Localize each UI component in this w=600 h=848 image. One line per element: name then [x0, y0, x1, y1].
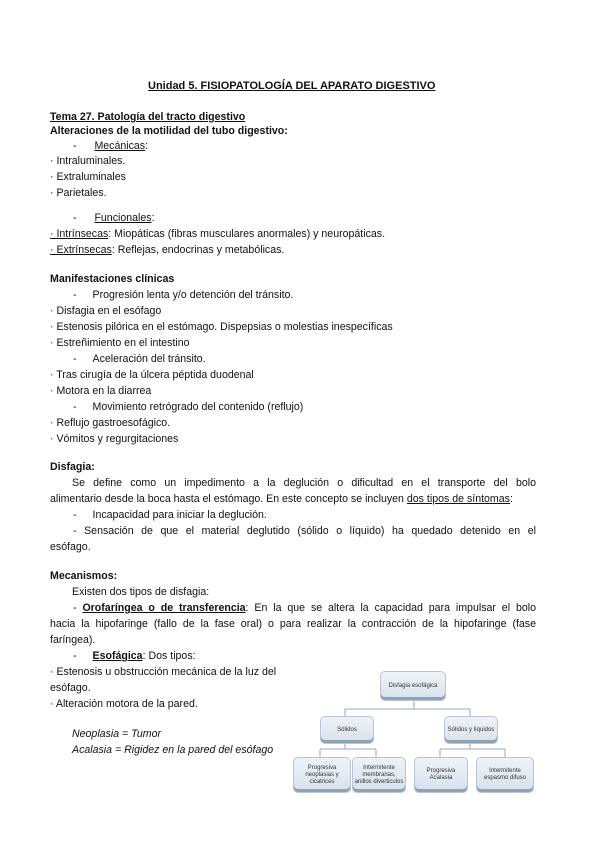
diagram-right-label: Sólidos y líquidos [447, 726, 495, 733]
mecanismos-intro: Existen dos tipos de disfagia: [72, 586, 210, 598]
disfagia-item-1 [73, 509, 267, 522]
extrinsecas-label: · Extrínsecas [50, 244, 112, 256]
disfagia-p1b-text: alimentario desde la boca hasta el estómago. En este concepto se incluyen [50, 493, 407, 505]
manif-text: Movimiento retrógrado del contenido (reflujo) [92, 401, 304, 413]
eso-text: : Dos tipos: [142, 650, 196, 662]
manif-dash: - [73, 401, 77, 413]
diagram-l2-label: Intermitente membranas, anillos diverticulos [354, 764, 404, 785]
manif-line [73, 401, 303, 414]
disfagia-p1b-underlined: dos tipos de síntomas [406, 493, 510, 505]
mecanicas-colon: : [145, 140, 149, 152]
neoplasia-note: Neoplasia = Tumor [72, 728, 162, 740]
disfagia-heading: Disfagia: [50, 461, 95, 473]
mecanicas-dash: - [73, 140, 77, 152]
intrinsecas-text: : Miopáticas (fibras musculares anormales) y neuropáticas. [108, 228, 386, 240]
mec-item-2: · Extraluminales [50, 171, 126, 183]
diagram-r2-node [476, 757, 534, 793]
disfagia-p1b-end: : [509, 493, 513, 505]
disfagia-item-2a [73, 525, 536, 538]
orofaringea-line [73, 602, 536, 615]
diagram-left-node [320, 716, 374, 744]
esofagica-line [73, 650, 196, 663]
diagram-r2-label: Intermitente espasmo difuso [483, 768, 527, 781]
diagram-right-node [444, 716, 498, 744]
disfagia-p1a [72, 477, 536, 490]
mecanicas-label: Mecánicas [94, 140, 146, 152]
disfagia-p1b [50, 493, 513, 506]
funcionales-colon: : [151, 212, 155, 224]
disfagia-p1a-text: Se define como un impedimento a la deglución o dificultad en el transporte del bolo [72, 477, 536, 489]
acalasia-note: Acalasia = Rigidez en la pared del esófago [72, 744, 274, 756]
intrinsecas-label: · Intrínsecas [50, 228, 109, 240]
mec-item-3: · Parietales. [50, 187, 107, 199]
manif-line: · Tras cirugía de la úlcera péptida duodenal [50, 369, 254, 381]
disfagia-item-2b: esófago. [50, 541, 91, 553]
manif-dash: - [73, 353, 77, 365]
manif-line [73, 289, 293, 302]
funcionales-label: Funcionales [94, 212, 152, 224]
diagram-r1-label: Progresiva Acalasia [426, 768, 456, 781]
extrinsecas-text: : Reflejas, endocrinas y metabólicas. [111, 244, 285, 256]
oro-text-a: : En la que se altera la capacidad para impulsar el bolo [245, 602, 536, 614]
page-title: Unidad 5. FISIOPATOLOGÍA DEL APARATO DIGESTIVO [148, 80, 436, 92]
diagram-l2-node [352, 757, 406, 793]
funcionales-dash: - [73, 212, 77, 224]
disfagia-item-2-dash: - [73, 525, 77, 537]
mecanismos-heading: Mecanismos: [50, 570, 118, 582]
disfagia-item-1-text: Incapacidad para iniciar la deglución. [92, 509, 267, 521]
diagram-r1-node [414, 757, 468, 793]
tema-heading: Tema 27. Patología del tracto digestivo [50, 111, 246, 123]
manif-line: · Reflujo gastroesofágico. [50, 417, 171, 429]
disfagia-item-1-dash: - [73, 509, 77, 521]
eso-label: Esofágica [92, 650, 143, 662]
manif-text: Aceleración del tránsito. [92, 353, 206, 365]
eso-dash: - [73, 650, 77, 662]
manif-line: · Motora en la diarrea [50, 385, 152, 397]
manif-dash: - [73, 289, 77, 301]
diagram-left-label: Sólidos [337, 726, 357, 733]
manif-line: · Disfagia en el esófago [50, 305, 162, 317]
funcionales-line [73, 212, 155, 225]
oro-label: Orofaríngea o de transferencia [82, 602, 246, 614]
orofaringea-line-2: hacia la hipofaringe (fallo de la fase oral) o para realizar la contracción de la hipofaringe (fase [50, 618, 536, 630]
extrinsecas-line [50, 244, 284, 257]
eso-item-1a: · Estenosis u obstrucción mecánica de la luz del [50, 666, 277, 678]
manif-text: Progresión lenta y/o detención del tránsito. [92, 289, 294, 301]
motilidad-heading: Alteraciones de la motilidad del tubo digestivo: [50, 125, 288, 137]
disfagia-item-2-text: Sensación de que el material deglutido (sólido o líquido) ha quedado detenido en el [84, 525, 536, 537]
diagram-root-label: Disfagia esofágica [388, 682, 438, 689]
diagram-l1-node [293, 757, 351, 793]
orofaringea-line-3: faríngea). [50, 634, 96, 646]
intrinsecas-line [50, 228, 385, 241]
manif-line: · Vómitos y regurgitaciones [50, 433, 179, 445]
diagram-l1-label: Progresiva neoplasias y cicatrices [305, 764, 339, 785]
eso-item-1b: esófago. [50, 682, 91, 694]
mec-item-1: · Intraluminales. [50, 155, 126, 167]
manifestaciones-heading: Manifestaciones clínicas [50, 273, 175, 285]
manif-line: · Estenosis pilórica en el estómago. Dispepsias o molestias inespecíficas [50, 321, 393, 333]
oro-dash: - [73, 602, 77, 614]
eso-item-2: · Alteración motora de la pared. [50, 698, 198, 710]
manif-line: · Estreñimiento en el intestino [50, 337, 190, 349]
mecanicas-line [73, 140, 148, 153]
manif-line [73, 353, 206, 366]
diagram-root-node [380, 671, 446, 701]
